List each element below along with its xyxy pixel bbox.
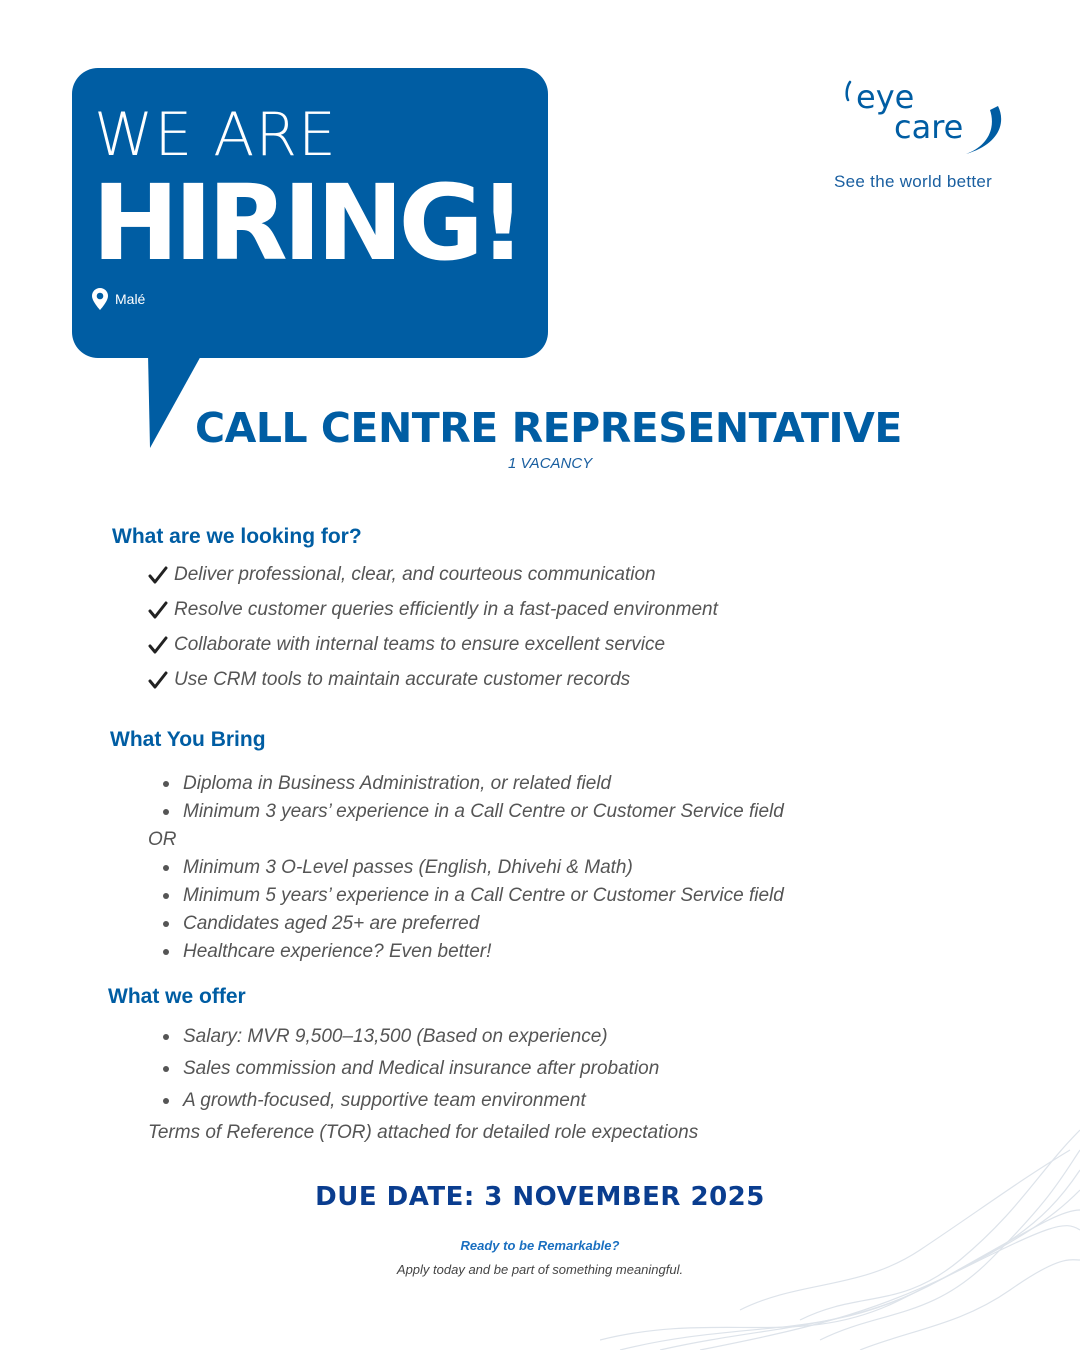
logo-word-care: care: [894, 108, 964, 146]
section-heading-you-bring: What You Bring: [110, 728, 266, 751]
bullet-icon: [163, 865, 169, 871]
tor-note: Terms of Reference (TOR) attached for detailed role expectations: [148, 1122, 699, 1143]
requirement-text: Diploma in Business Administration, or related field: [183, 773, 612, 794]
bullet-icon: [163, 1034, 169, 1040]
offer-item: [163, 1058, 659, 1080]
offer-text: Sales commission and Medical insurance after probation: [183, 1058, 660, 1079]
offer-text: Salary: MVR 9,500–13,500 (Based on experience): [183, 1026, 608, 1047]
checkmark-icon: [148, 635, 168, 655]
wave-pattern-decoration: [600, 1110, 1080, 1350]
bullet-icon: [163, 949, 169, 955]
eyecare-logo: [838, 70, 1018, 160]
looking-for-item: [148, 564, 656, 586]
bullet-icon: [163, 1098, 169, 1104]
due-date: DUE DATE: 3 NOVEMBER 2025: [315, 1182, 765, 1212]
requirement-text: Minimum 3 years’ experience in a Call Centre or Customer Service field: [183, 801, 784, 822]
looking-for-text: Collaborate with internal teams to ensure excellent service: [174, 634, 666, 655]
bullet-icon: [163, 1066, 169, 1072]
map-pin-icon: [92, 288, 108, 310]
offer-text: A growth-focused, supportive team environment: [183, 1090, 586, 1111]
or-separator: OR: [148, 829, 177, 850]
looking-for-item: [148, 669, 630, 691]
requirement-item: [163, 773, 611, 795]
bullet-icon: [163, 809, 169, 815]
logo-word-eye: eye: [856, 78, 915, 116]
vacancy-count: 1 VACANCY: [508, 455, 593, 472]
requirement-item: [163, 857, 633, 879]
apply-text: Apply today and be part of something meaningful.: [396, 1262, 684, 1277]
looking-for-text: Use CRM tools to maintain accurate customer records: [174, 669, 631, 690]
checkmark-icon: [148, 670, 168, 690]
bullet-icon: [163, 893, 169, 899]
offer-item: [163, 1090, 586, 1112]
bullet-icon: [163, 781, 169, 787]
requirement-item: [163, 941, 491, 963]
job-title: CALL CENTRE REPRESENTATIVE: [195, 404, 902, 452]
looking-for-item: [148, 634, 665, 656]
looking-for-text: Resolve customer queries efficiently in a fast-paced environment: [174, 599, 718, 620]
requirement-item: [163, 913, 479, 935]
bullet-icon: [163, 921, 169, 927]
section-heading-looking-for: What are we looking for?: [112, 525, 362, 548]
brand-tagline: See the world better: [834, 172, 993, 191]
requirement-text: Minimum 5 years’ experience in a Call Centre or Customer Service field: [183, 885, 784, 906]
section-heading-offer: What we offer: [108, 985, 246, 1008]
we-are-heading: WE ARE: [94, 100, 337, 170]
hiring-heading: HIRING!: [92, 162, 522, 284]
ready-tagline: Ready to be Remarkable?: [460, 1238, 620, 1253]
offer-item: [163, 1026, 608, 1048]
location-label: [92, 288, 145, 310]
requirement-text: Minimum 3 O-Level passes (English, Dhivehi & Math): [183, 857, 633, 878]
requirement-item: [163, 801, 784, 823]
requirement-text: Candidates aged 25+ are preferred: [183, 913, 480, 934]
looking-for-item: [148, 599, 718, 621]
checkmark-icon: [148, 565, 168, 585]
requirement-text: Healthcare experience? Even better!: [183, 941, 492, 962]
location-text: Malé: [115, 291, 146, 307]
checkmark-icon: [148, 600, 168, 620]
looking-for-text: Deliver professional, clear, and courteous communication: [174, 564, 656, 585]
requirement-item: [163, 885, 784, 907]
